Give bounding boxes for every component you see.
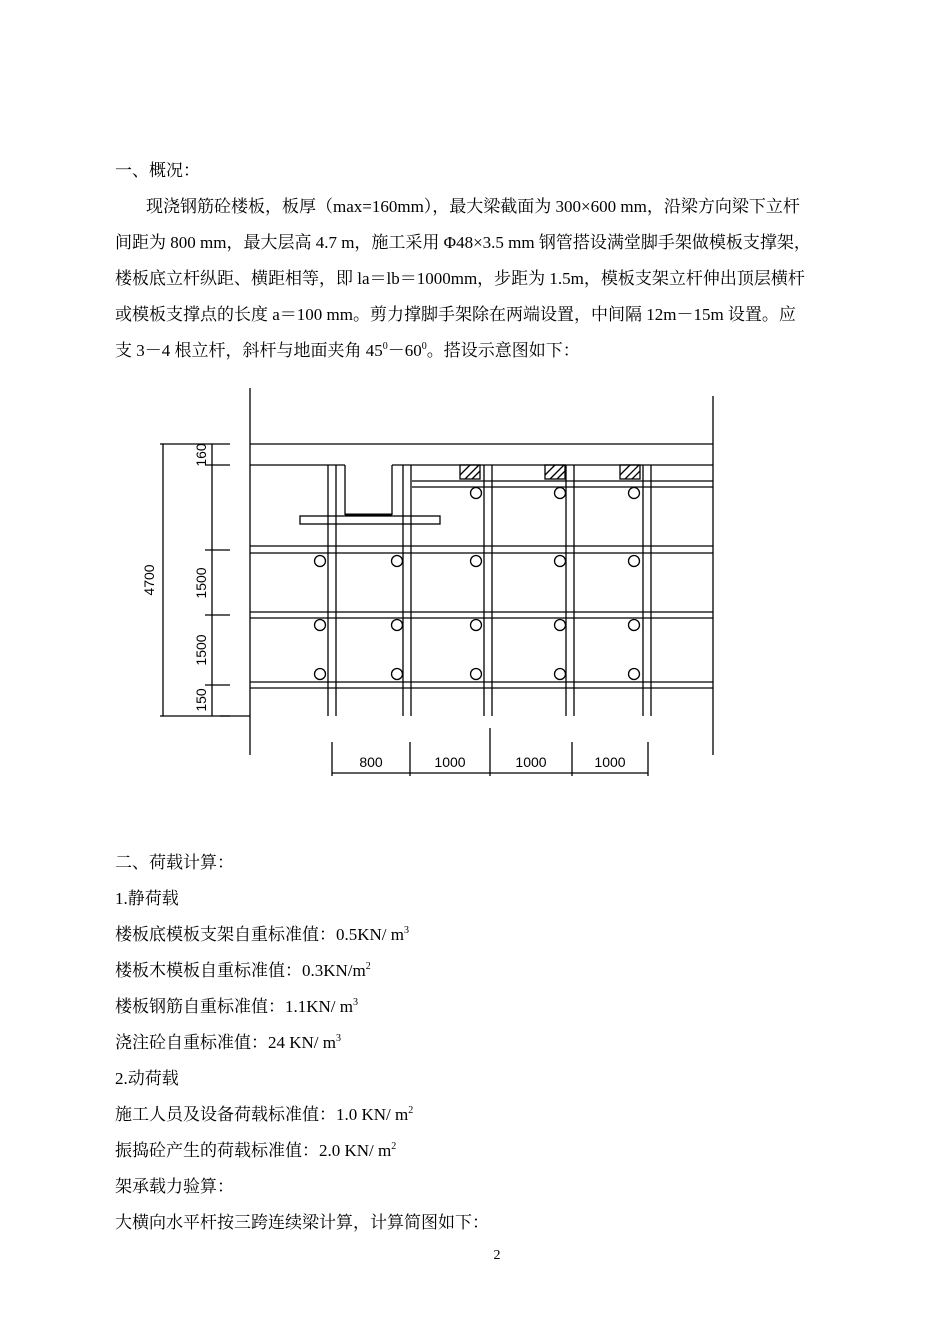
static-load-item: 浇注砼自重标准值：24 KN/ $m^3$ xyxy=(115,1033,341,1052)
dim-horizontal: 1000 xyxy=(515,754,547,770)
static-load-item: 楼板木模板自重标准值：$0.3KN/m^2$ xyxy=(115,961,371,980)
vertical-uprights xyxy=(328,465,651,716)
dim-vertical: 160 xyxy=(193,443,209,467)
dynamic-load-title: 2.动荷载 xyxy=(115,1069,179,1088)
dynamic-load-item: 振捣砼产生的荷载标准值：2.0 KN/ $m^2$ xyxy=(115,1141,397,1160)
scaffold-layout-diagram xyxy=(130,385,730,785)
overview-paragraph-line: 楼板底立杆纵距、横距相等，即 la＝lb＝1000mm，步距为 1.5m，模板支架立杆伸出顶层横杆 xyxy=(115,269,805,288)
overview-paragraph-line: 现浇钢筋砼楼板，板厚（max=160mm），最大梁截面为 300×600 mm，沿梁方向梁下立杆 xyxy=(146,197,800,216)
dynamic-load-item: 施工人员及设备荷载标准值：1.0 KN/ $m^2$ xyxy=(115,1105,414,1124)
overview-paragraph-line: 或模板支撑点的长度 a＝100 mm。剪力撑脚手架除在两端设置，中间隔 12m－15m 设置。应 xyxy=(115,305,796,324)
static-load-item: 楼板底模板支架自重标准值：0.5KN/ $m^3$ xyxy=(115,925,409,944)
static-load-item: 楼板钢筋自重标准值：1.1KN/ $m^3$ xyxy=(115,997,358,1016)
dim-vertical: 1500 xyxy=(193,567,209,599)
hatched-support-blocks xyxy=(460,465,640,479)
dim-vertical: 150 xyxy=(193,688,209,712)
section-heading-loads: 二、荷载计算： xyxy=(115,853,234,872)
beam-calculation-text: 大横向水平杆按三跨连续梁计算，计算简图如下： xyxy=(115,1213,489,1232)
capacity-check-title: 架承载力验算： xyxy=(115,1177,234,1196)
overview-paragraph-last-line: 支 3－4 根立杆，斜杆与地面夹角 $45^0-60^0$。搭设示意图如下： xyxy=(115,341,580,360)
dim-total-height: 4700 xyxy=(141,564,157,596)
section-heading-overview: 一、概况： xyxy=(115,161,200,180)
dim-vertical: 1500 xyxy=(193,634,209,666)
dim-horizontal: 800 xyxy=(359,754,383,770)
beam-soffit-plank xyxy=(300,516,440,524)
dim-horizontal: 1000 xyxy=(594,754,626,770)
page-number: 2 xyxy=(493,1248,501,1263)
dim-horizontal: 1000 xyxy=(434,754,466,770)
overview-paragraph-line: 间距为 800 mm，最大层高 4.7 m，施工采用 Φ48×3.5 mm 钢管搭设满堂脚手架做模板支撑架， xyxy=(115,233,811,252)
static-load-title: 1.静荷载 xyxy=(115,889,179,908)
